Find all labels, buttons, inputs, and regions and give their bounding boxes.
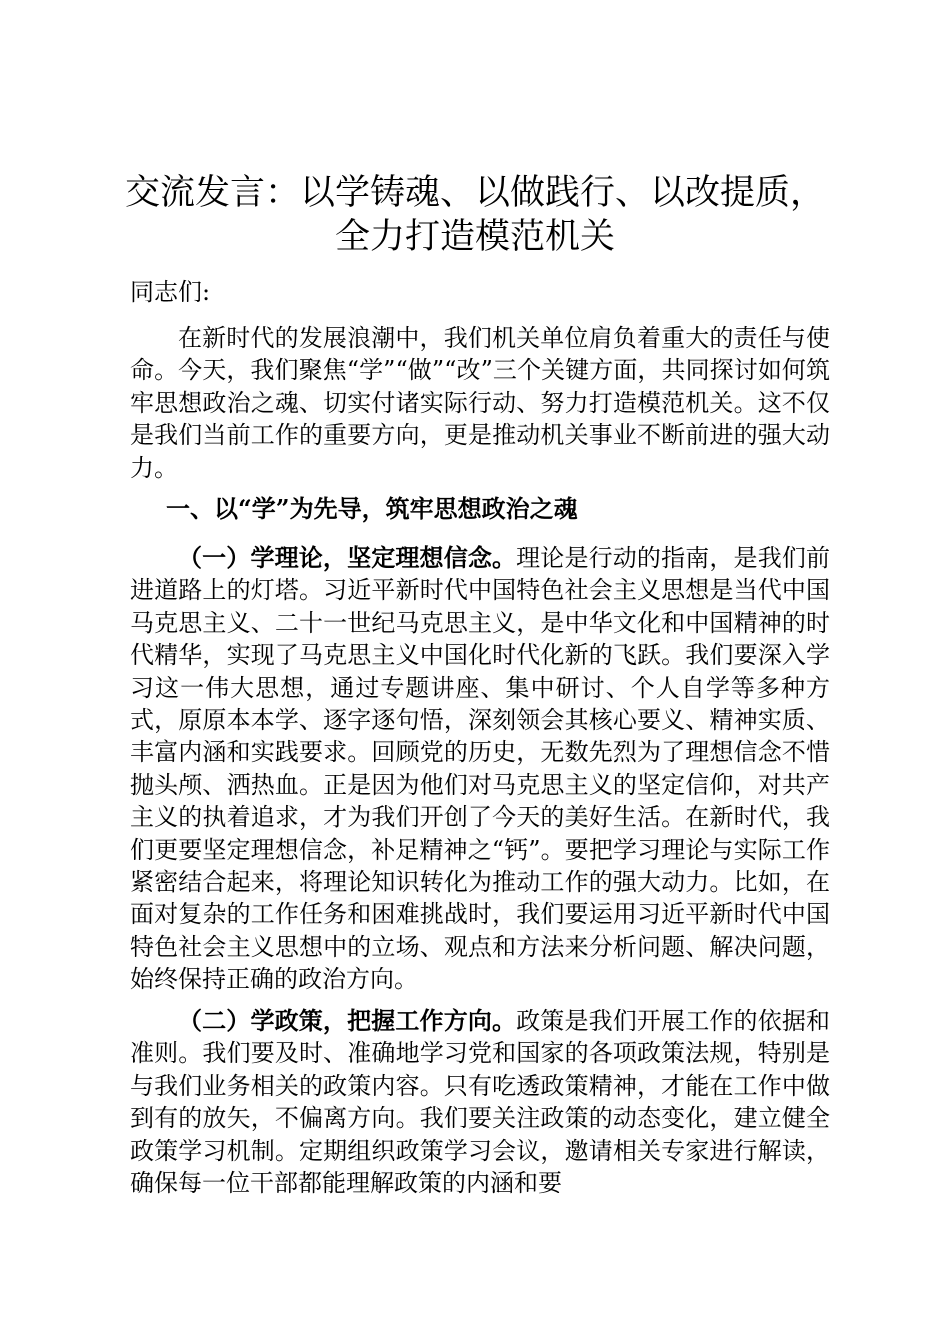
subsection-1-body: 理论是行动的指南，是我们前进道路上的灯塔。习近平新时代中国特色社会主义思想是当代中国马克思主义、二十一世纪马克思主义，是中华文化和中国精神的时代精华，实现了马克思主义中国化时代化新的飞跃。我们要深入学习这一伟大思想，通过专题讲座、集中研讨、个人自学等多种方式，原原本本学、逐字逐句悟，深刻领会其核心要义、精神实质、丰富内涵和实践要求。回顾党的历史，无数先烈为了理想信念不惜抛头颅、洒热血。正是因为他们对马克思主义的坚定信仰，对共产主义的执着追求，才为我们开创了今天的美好生活。在新时代，我们更要坚定理想信念，补足精神之“钙”。要把学习理论与实际工作紧密结合起来，将理论知识转化为推动工作的强大动力。比如，在面对复杂的工作任务和困难挑战时，我们要运用习近平新时代中国特色社会主义思想中的立场、观点和方法来分析问题、解决问题，始终保持正确的政治方向。: [130, 544, 831, 994]
intro-paragraph: 在新时代的发展浪潮中，我们机关单位肩负着重大的责任与使命。今天，我们聚焦“学”“做”“改”三个关键方面，共同探讨如何筑牢思想政治之魂、切实付诸实际行动、努力打造模范机关。这不仅是我们当前工作的重要方向，更是推动机关事业不断前进的强大动力。: [130, 324, 830, 482]
section-heading-1: 一、以“学”为先导，筑牢思想政治之魂: [166, 494, 578, 523]
subsection-2-heading: （二）学政策，把握工作方向。: [178, 1006, 517, 1035]
salutation: 同志们:: [130, 278, 211, 306]
subsection-2-paragraph: [130, 1005, 830, 1199]
subsection-1-heading: （一）学理论，坚定理想信念。: [178, 543, 517, 572]
subsection-2-body: 政策是我们开展工作的依据和准则。我们要及时、准确地学习党和国家的各项政策法规，特别是与我们业务相关的政策内容。只有吃透政策精神，才能在工作中做到有的放矢，不偏离方向。我们要关注政策的动态变化，建立健全政策学习机制。定期组织政策学习会议，邀请相关专家进行解读，确保每一位干部都能理解政策的内涵和要: [130, 1007, 831, 1198]
subsection-1-paragraph: [130, 542, 830, 996]
document-title-line2: 全力打造模范机关: [334, 217, 615, 257]
document-title-line1: 交流发言：以学铸魂、以做践行、以改提质，: [124, 173, 825, 213]
